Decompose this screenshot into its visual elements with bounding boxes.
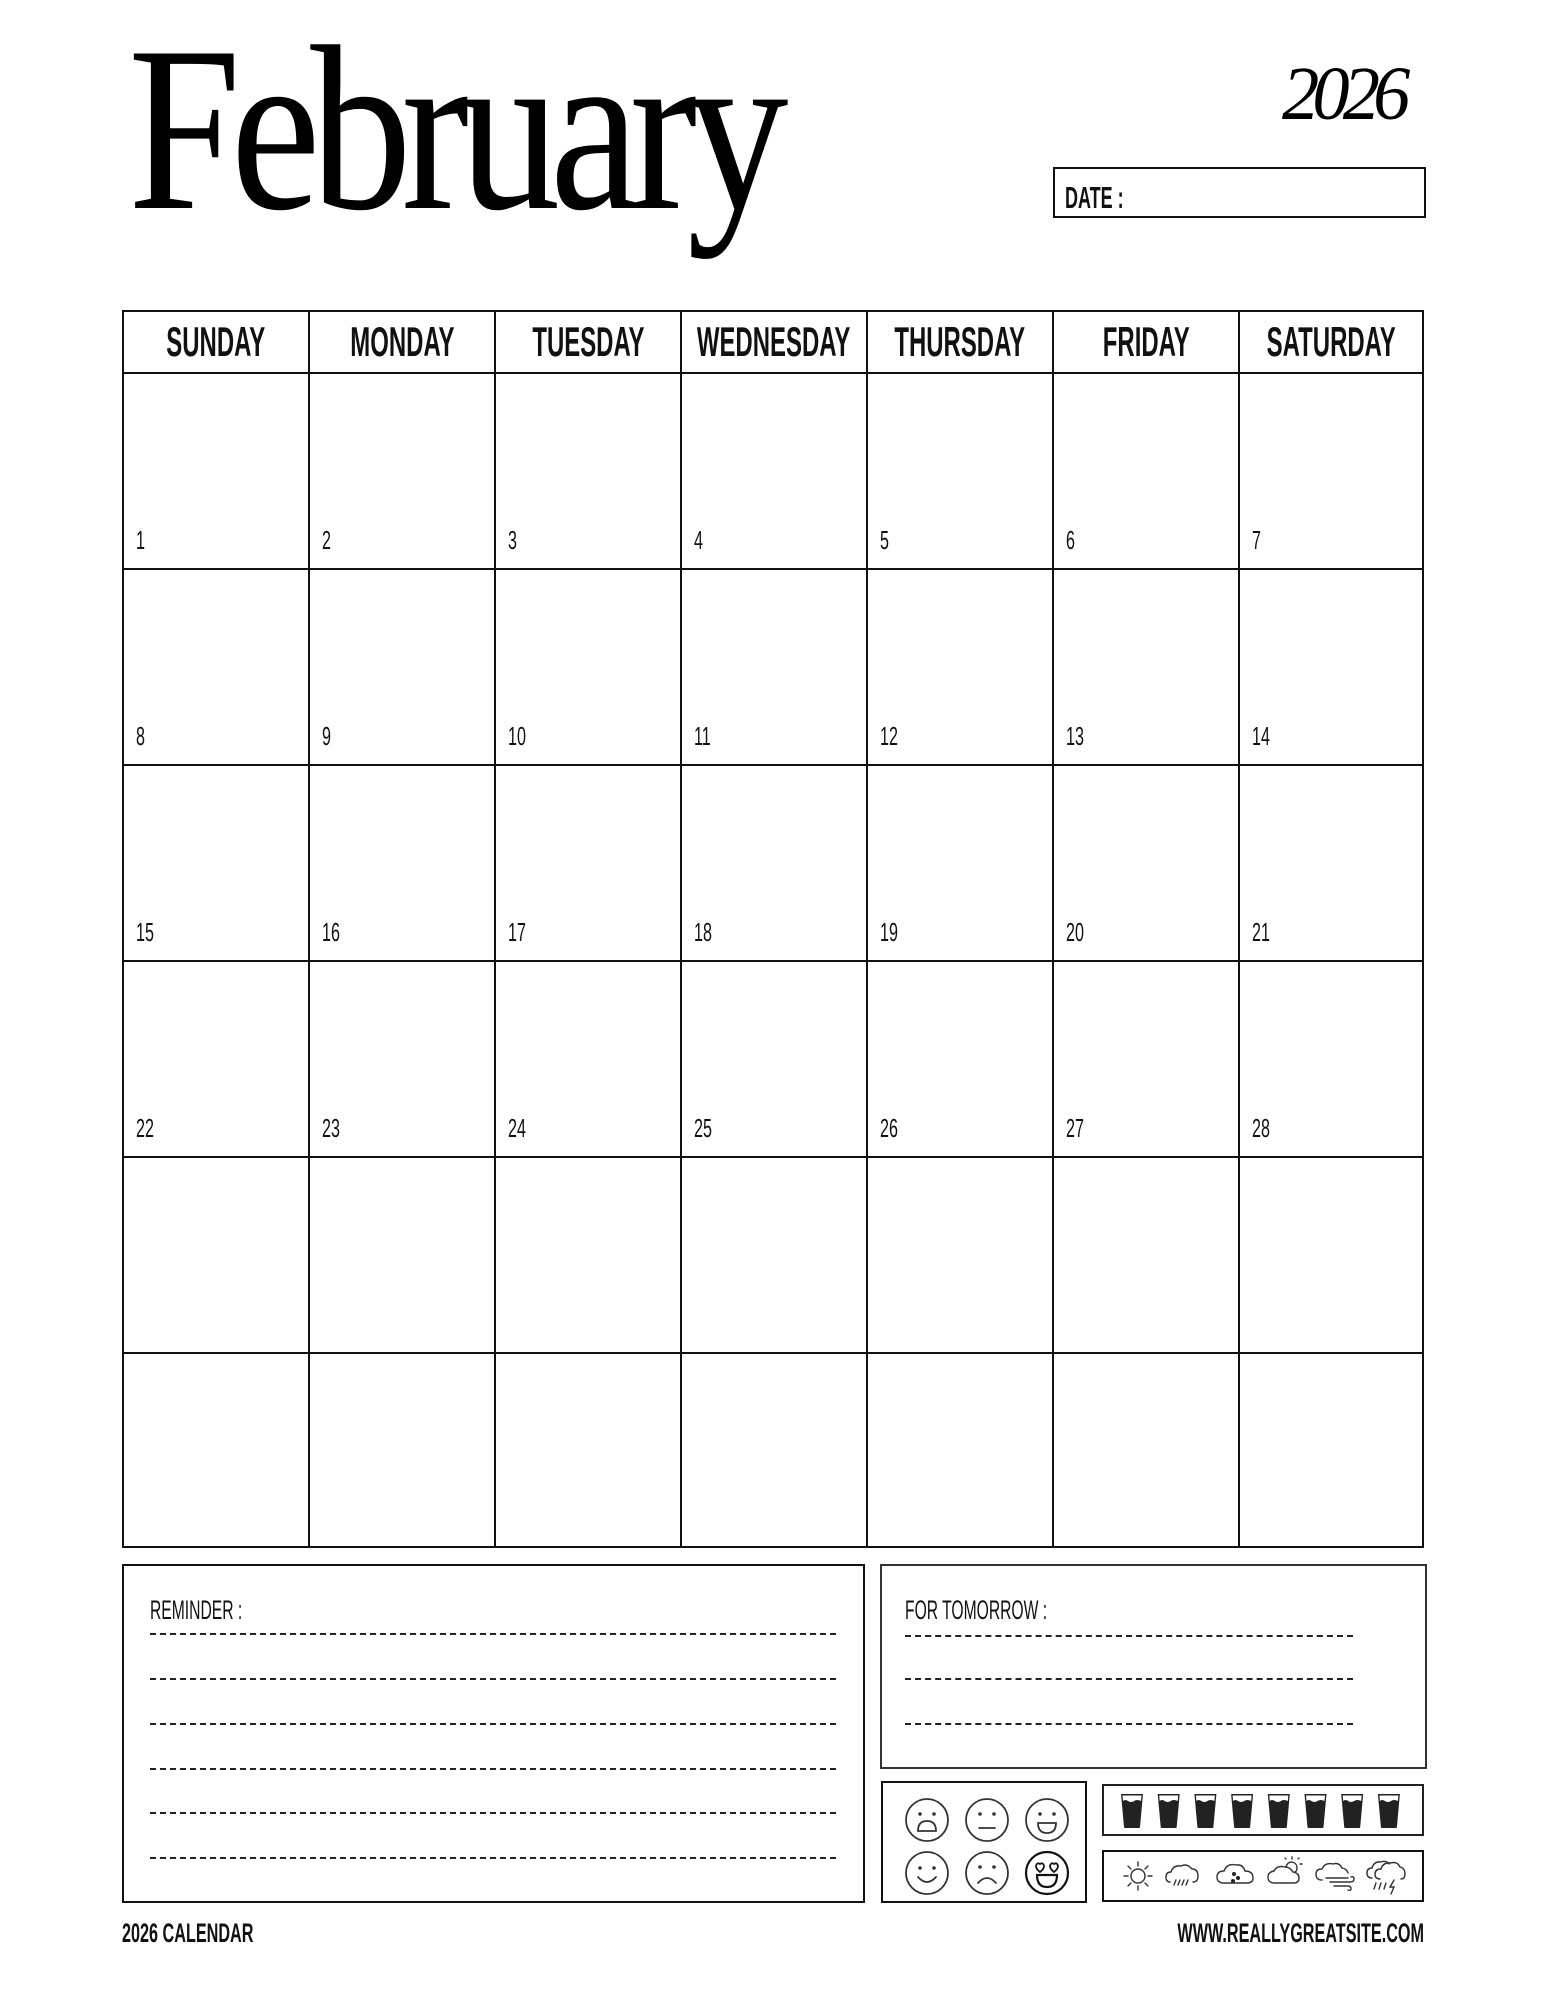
- day-number: 2: [322, 525, 331, 555]
- day-number: 6: [1066, 525, 1075, 555]
- reminder-line[interactable]: [150, 1633, 836, 1635]
- rain-cloud-icon[interactable]: [1166, 1865, 1198, 1885]
- day-number: 19: [880, 917, 898, 947]
- weekday-header-tuesday: [496, 312, 682, 372]
- day-number: 17: [508, 917, 526, 947]
- for-tomorrow-line[interactable]: [905, 1678, 1353, 1680]
- day-number: 24: [508, 1113, 526, 1143]
- grinning-face-icon[interactable]: [1026, 1799, 1068, 1841]
- reminder-box[interactable]: [122, 1564, 865, 1903]
- weekday-header-friday: [1054, 312, 1240, 372]
- weekday-header-row: [124, 312, 1422, 374]
- weekday-label: TUESDAY: [531, 318, 645, 365]
- calendar-days: [124, 374, 1422, 1548]
- day-cell[interactable]: [868, 1158, 1054, 1354]
- day-cell[interactable]: [1240, 962, 1422, 1158]
- day-cell[interactable]: [124, 374, 310, 570]
- date-field[interactable]: [1053, 167, 1426, 218]
- day-cell[interactable]: [1240, 1354, 1422, 1548]
- year-title: 2026: [1282, 52, 1404, 136]
- water-glass-icon[interactable]: [1121, 1794, 1143, 1828]
- footer-calendar-label: 2026 CALENDAR: [122, 1918, 254, 1948]
- water-tracker: [1102, 1784, 1424, 1836]
- day-number: 5: [880, 525, 889, 555]
- day-cell[interactable]: [1240, 374, 1422, 570]
- day-cell[interactable]: [124, 962, 310, 1158]
- partly-cloudy-icon[interactable]: [1268, 1857, 1302, 1883]
- day-number: 21: [1252, 917, 1270, 947]
- day-cell[interactable]: [1240, 766, 1422, 962]
- anxious-face-icon[interactable]: [906, 1799, 948, 1841]
- day-cell[interactable]: [496, 1354, 682, 1548]
- for-tomorrow-line[interactable]: [905, 1723, 1353, 1725]
- weekday-label: THURSDAY: [894, 318, 1026, 365]
- water-glass-icon[interactable]: [1341, 1794, 1363, 1828]
- day-cell[interactable]: [682, 570, 868, 766]
- day-number: 20: [1066, 917, 1084, 947]
- day-number: 12: [880, 721, 898, 751]
- weekday-label: FRIDAY: [1102, 318, 1190, 365]
- weekday-label: SUNDAY: [166, 318, 266, 365]
- day-cell[interactable]: [310, 1354, 496, 1548]
- day-number: 1: [136, 525, 145, 555]
- heart-eyes-face-icon[interactable]: [1026, 1852, 1068, 1894]
- weekday-header-wednesday: [682, 312, 868, 372]
- weekday-label: WEDNESDAY: [697, 318, 851, 365]
- for-tomorrow-box[interactable]: [880, 1564, 1427, 1769]
- day-cell[interactable]: [682, 962, 868, 1158]
- date-label: DATE :: [1065, 180, 1124, 215]
- day-cell[interactable]: [496, 374, 682, 570]
- day-number: 27: [1066, 1113, 1084, 1143]
- day-number: 13: [1066, 721, 1084, 751]
- reminder-label: REMINDER :: [150, 1595, 243, 1625]
- day-number: 7: [1252, 525, 1261, 555]
- day-cell[interactable]: [1240, 1158, 1422, 1354]
- day-number: 25: [694, 1113, 712, 1143]
- day-number: 11: [694, 721, 711, 751]
- day-cell[interactable]: [1240, 570, 1422, 766]
- weather-tracker: [1102, 1850, 1424, 1902]
- mood-tracker: [881, 1781, 1087, 1903]
- weekday-header-saturday: [1240, 312, 1422, 372]
- hail-cloud-icon[interactable]: [1217, 1865, 1253, 1883]
- weekday-header-monday: [310, 312, 496, 372]
- day-cell[interactable]: [310, 766, 496, 962]
- water-glass-icon[interactable]: [1305, 1794, 1327, 1828]
- day-number: 15: [136, 917, 154, 947]
- day-number: 3: [508, 525, 517, 555]
- day-cell[interactable]: [868, 1354, 1054, 1548]
- weekday-header-sunday: [124, 312, 310, 372]
- day-number: 4: [694, 525, 703, 555]
- day-cell[interactable]: [682, 1158, 868, 1354]
- day-cell[interactable]: [868, 766, 1054, 962]
- day-cell[interactable]: [682, 1354, 868, 1548]
- reminder-line[interactable]: [150, 1768, 836, 1770]
- water-glass-icon[interactable]: [1158, 1794, 1180, 1828]
- water-glass-icon[interactable]: [1378, 1794, 1400, 1828]
- day-cell[interactable]: [496, 766, 682, 962]
- day-cell[interactable]: [868, 570, 1054, 766]
- day-cell[interactable]: [1054, 1354, 1240, 1548]
- water-glass-icon[interactable]: [1268, 1794, 1290, 1828]
- month-title: February: [128, 0, 779, 260]
- day-number: 26: [880, 1113, 898, 1143]
- day-cell[interactable]: [124, 766, 310, 962]
- sun-icon[interactable]: [1124, 1862, 1152, 1890]
- day-cell[interactable]: [682, 374, 868, 570]
- day-cell[interactable]: [124, 570, 310, 766]
- smiling-face-icon[interactable]: [906, 1852, 948, 1894]
- day-number: 8: [136, 721, 145, 751]
- weekday-header-thursday: [868, 312, 1054, 372]
- day-cell[interactable]: [310, 1158, 496, 1354]
- day-cell[interactable]: [1054, 962, 1240, 1158]
- day-cell[interactable]: [682, 766, 868, 962]
- day-number: 18: [694, 917, 712, 947]
- neutral-face-icon[interactable]: [966, 1799, 1008, 1841]
- weekday-label: MONDAY: [349, 318, 455, 365]
- day-cell[interactable]: [1054, 374, 1240, 570]
- day-number: 9: [322, 721, 331, 751]
- sad-face-icon[interactable]: [966, 1852, 1008, 1894]
- calendar-grid: [122, 310, 1424, 1548]
- day-cell[interactable]: [1054, 570, 1240, 766]
- windy-cloud-icon[interactable]: [1316, 1864, 1354, 1891]
- day-number: 28: [1252, 1113, 1270, 1143]
- day-cell[interactable]: [868, 962, 1054, 1158]
- day-cell[interactable]: [310, 962, 496, 1158]
- day-number: 14: [1252, 721, 1270, 751]
- for-tomorrow-line[interactable]: [905, 1635, 1353, 1637]
- reminder-line[interactable]: [150, 1857, 836, 1859]
- day-cell[interactable]: [496, 962, 682, 1158]
- day-number: 16: [322, 917, 340, 947]
- thunderstorm-icon[interactable]: [1367, 1861, 1405, 1894]
- day-number: 23: [322, 1113, 340, 1143]
- footer-website-link[interactable]: WWW.REALLYGREATSITE.COM: [1177, 1918, 1424, 1948]
- day-cell[interactable]: [124, 1354, 310, 1548]
- day-number: 10: [508, 721, 526, 751]
- day-cell[interactable]: [496, 1158, 682, 1354]
- day-cell[interactable]: [124, 1158, 310, 1354]
- day-number: 22: [136, 1113, 154, 1143]
- day-cell[interactable]: [1054, 1158, 1240, 1354]
- weekday-label: SATURDAY: [1266, 318, 1396, 365]
- water-glass-icon[interactable]: [1231, 1794, 1253, 1828]
- day-cell[interactable]: [868, 374, 1054, 570]
- day-cell[interactable]: [1054, 766, 1240, 962]
- reminder-line[interactable]: [150, 1812, 836, 1814]
- water-glass-icon[interactable]: [1194, 1794, 1216, 1828]
- for-tomorrow-label: FOR TOMORROW :: [905, 1595, 1048, 1625]
- reminder-line[interactable]: [150, 1678, 836, 1680]
- reminder-line[interactable]: [150, 1723, 836, 1725]
- day-cell[interactable]: [310, 374, 496, 570]
- day-cell[interactable]: [310, 570, 496, 766]
- day-cell[interactable]: [496, 570, 682, 766]
